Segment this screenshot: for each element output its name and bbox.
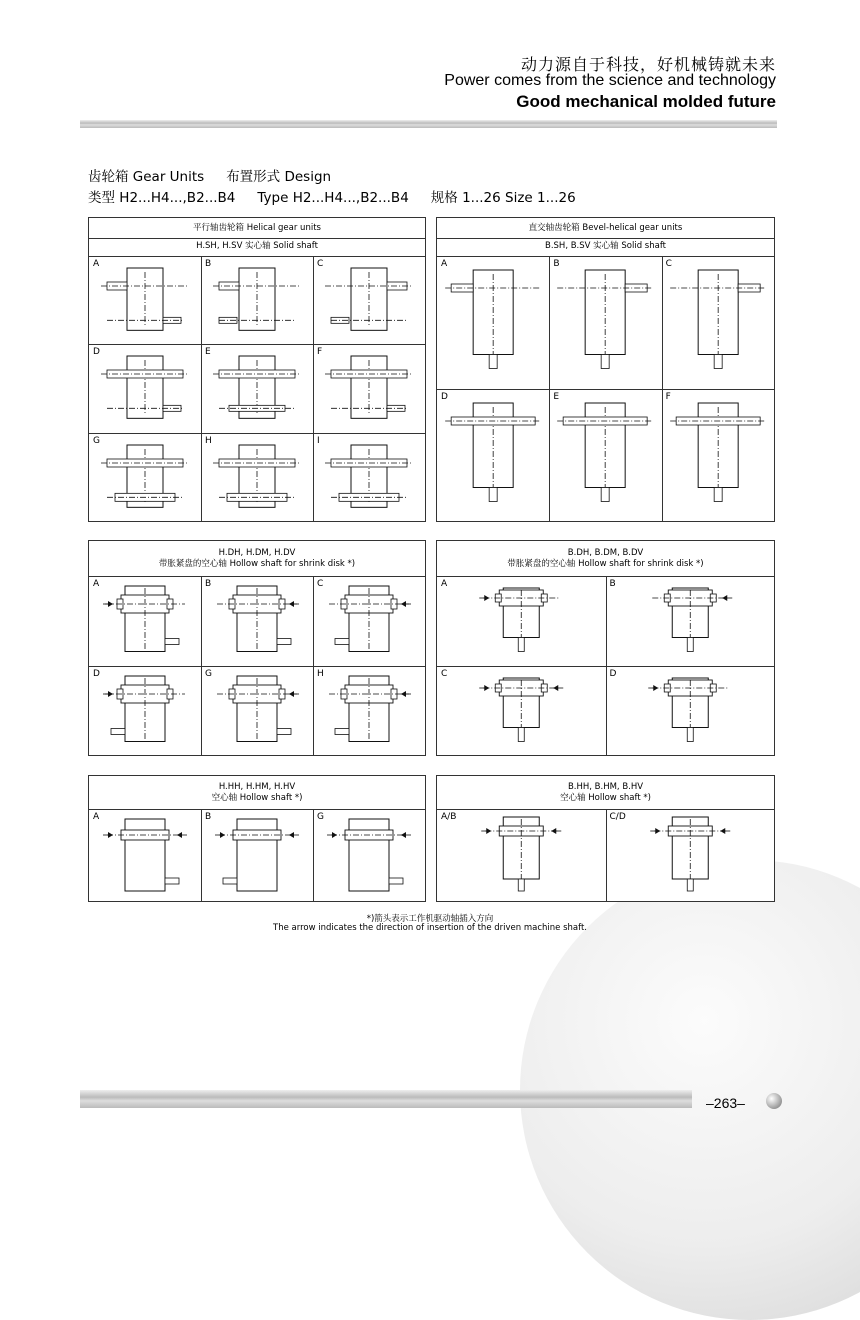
panel-title: 直交轴齿轮箱 Bevel-helical gear units	[528, 223, 683, 233]
design-label: G	[93, 435, 100, 446]
design-label: C	[317, 259, 324, 269]
design-cell	[201, 256, 313, 344]
panel-subtitle: 带胀紧盘的空心轴 Hollow shaft for shrink disk *)	[158, 559, 356, 569]
design-cell	[437, 256, 549, 389]
gear-unit-diagram	[313, 344, 425, 432]
design-label: A	[441, 579, 448, 589]
design-label: C	[317, 579, 324, 589]
gear-unit-diagram	[201, 576, 313, 666]
panel-subtitle: B.SH, B.SV 实心轴 Solid shaft	[545, 241, 666, 251]
gear-unit-diagram	[89, 344, 201, 432]
design-label: A/B	[441, 812, 457, 822]
page-number: –263–	[706, 1095, 745, 1111]
gear-unit-diagram	[437, 809, 606, 901]
panel-subtitle: H.SH, H.SV 实心轴 Solid shaft	[196, 241, 318, 251]
gear-unit-diagram	[549, 389, 661, 522]
gear-unit-diagram	[201, 344, 313, 432]
design-label: B	[205, 812, 212, 822]
design-label: I	[317, 435, 320, 446]
panel-bevel-shrink-disk	[436, 540, 775, 756]
panel-title: B.HH, B.HM, B.HV	[567, 782, 644, 792]
design-label: B	[205, 259, 212, 269]
design-cell	[89, 666, 201, 756]
gear-unit-diagram	[549, 256, 661, 389]
design-label: B	[205, 579, 212, 589]
design-label: B	[553, 259, 560, 269]
design-cell	[313, 433, 425, 521]
gear-unit-diagram	[437, 576, 606, 666]
header-tagline: Good mechanical molded future	[516, 92, 776, 111]
design-cell	[89, 576, 201, 666]
design-cell	[89, 256, 201, 344]
gear-unit-diagram	[313, 809, 425, 901]
gear-unit-diagram	[201, 666, 313, 756]
design-label: C	[665, 259, 672, 269]
design-cell	[201, 433, 313, 521]
design-label: C	[441, 668, 448, 679]
gear-unit-diagram	[606, 576, 775, 666]
panel-helical-shrink-disk	[88, 540, 426, 756]
design-label: A	[93, 259, 100, 269]
design-label: H	[317, 668, 324, 679]
design-cell	[313, 809, 425, 901]
panel-bevel-solid	[436, 217, 775, 522]
panel-helical-solid	[88, 217, 426, 522]
design-cell	[437, 576, 606, 666]
panel-helical-hollow	[88, 775, 426, 902]
design-cell	[606, 666, 775, 756]
panel-subtitle: 空心轴 Hollow shaft *)	[560, 793, 651, 803]
gear-unit-diagram	[89, 809, 201, 901]
gear-unit-diagram	[313, 433, 425, 521]
design-label: F	[317, 347, 323, 358]
gear-unit-diagram	[313, 576, 425, 666]
footer-band	[80, 1090, 692, 1108]
gear-unit-diagram	[662, 256, 774, 389]
design-cell	[437, 389, 549, 522]
design-cell	[89, 433, 201, 521]
design-label: A	[93, 579, 100, 589]
gear-unit-diagram	[89, 433, 201, 521]
gear-unit-diagram	[437, 389, 549, 522]
design-cell	[201, 666, 313, 756]
design-cell	[201, 344, 313, 432]
design-cell	[437, 666, 606, 756]
panel-title: H.HH, H.HM, H.HV	[218, 782, 296, 792]
design-cell	[313, 344, 425, 432]
design-label: D	[93, 347, 100, 358]
design-label: H	[205, 435, 212, 446]
gear-unit-diagram	[89, 666, 201, 756]
gear-unit-diagram	[606, 666, 775, 756]
design-label: A	[93, 812, 100, 822]
design-label: F	[665, 391, 671, 402]
design-cell	[662, 389, 774, 522]
gear-unit-diagram	[201, 256, 313, 344]
design-cell	[662, 256, 774, 389]
gear-unit-diagram	[313, 666, 425, 756]
design-label: A	[441, 259, 448, 269]
panel-title: H.DH, H.DM, H.DV	[218, 548, 296, 558]
design-cell	[437, 809, 606, 901]
panel-title: B.DH, B.DM, B.DV	[567, 548, 644, 558]
footnote-cn: *)箭头表示工作机驱动轴插入方向	[366, 914, 494, 924]
panel-bevel-hollow	[436, 775, 775, 902]
design-label: G	[205, 668, 212, 679]
design-cell	[313, 576, 425, 666]
design-label: E	[553, 391, 560, 402]
design-cell	[313, 666, 425, 756]
panel-subtitle: 带胀紧盘的空心轴 Hollow shaft for shrink disk *)	[507, 559, 704, 569]
gear-unit-diagram	[201, 809, 313, 901]
gear-unit-diagram	[89, 256, 201, 344]
design-cell	[313, 256, 425, 344]
design-cell	[606, 576, 775, 666]
design-label: D	[93, 668, 100, 679]
design-label: G	[317, 812, 324, 822]
gear-unit-diagram	[437, 256, 549, 389]
header-slogan-en: Power comes from the science and technology	[444, 72, 776, 89]
section-title: 齿轮箱 Gear Units 布置形式 Design	[88, 169, 332, 185]
design-cell	[89, 344, 201, 432]
bullet-icon	[766, 1093, 782, 1109]
design-cell	[606, 809, 775, 901]
panel-title: 平行轴齿轮箱 Helical gear units	[193, 223, 321, 233]
design-cell	[89, 809, 201, 901]
gear-unit-diagram	[201, 433, 313, 521]
design-label: D	[609, 668, 617, 679]
design-label: C/D	[609, 812, 626, 822]
gear-unit-diagram	[89, 576, 201, 666]
footnote-en: The arrow indicates the direction of insertion of the driven machine shaft.	[273, 923, 587, 933]
section-subtitle: 类型 H2...H4...,B2...B4 Type H2...H4...,B2...B4 规格 1...26 Size 1...26	[88, 190, 576, 206]
design-cell	[201, 576, 313, 666]
design-cell	[549, 256, 661, 389]
design-cell	[549, 389, 661, 522]
header-slogan-cn: 动力源自于科技，好机械铸就未来	[520, 55, 776, 74]
design-label: B	[609, 579, 616, 589]
gear-unit-diagram	[662, 389, 774, 522]
header-band	[80, 120, 777, 128]
design-label: D	[441, 391, 448, 402]
panel-subtitle: 空心轴 Hollow shaft *)	[211, 793, 303, 803]
design-label: E	[205, 347, 211, 358]
design-cell	[201, 809, 313, 901]
gear-unit-diagram	[606, 809, 775, 901]
gear-unit-diagram	[313, 256, 425, 344]
gear-unit-diagram	[437, 666, 606, 756]
